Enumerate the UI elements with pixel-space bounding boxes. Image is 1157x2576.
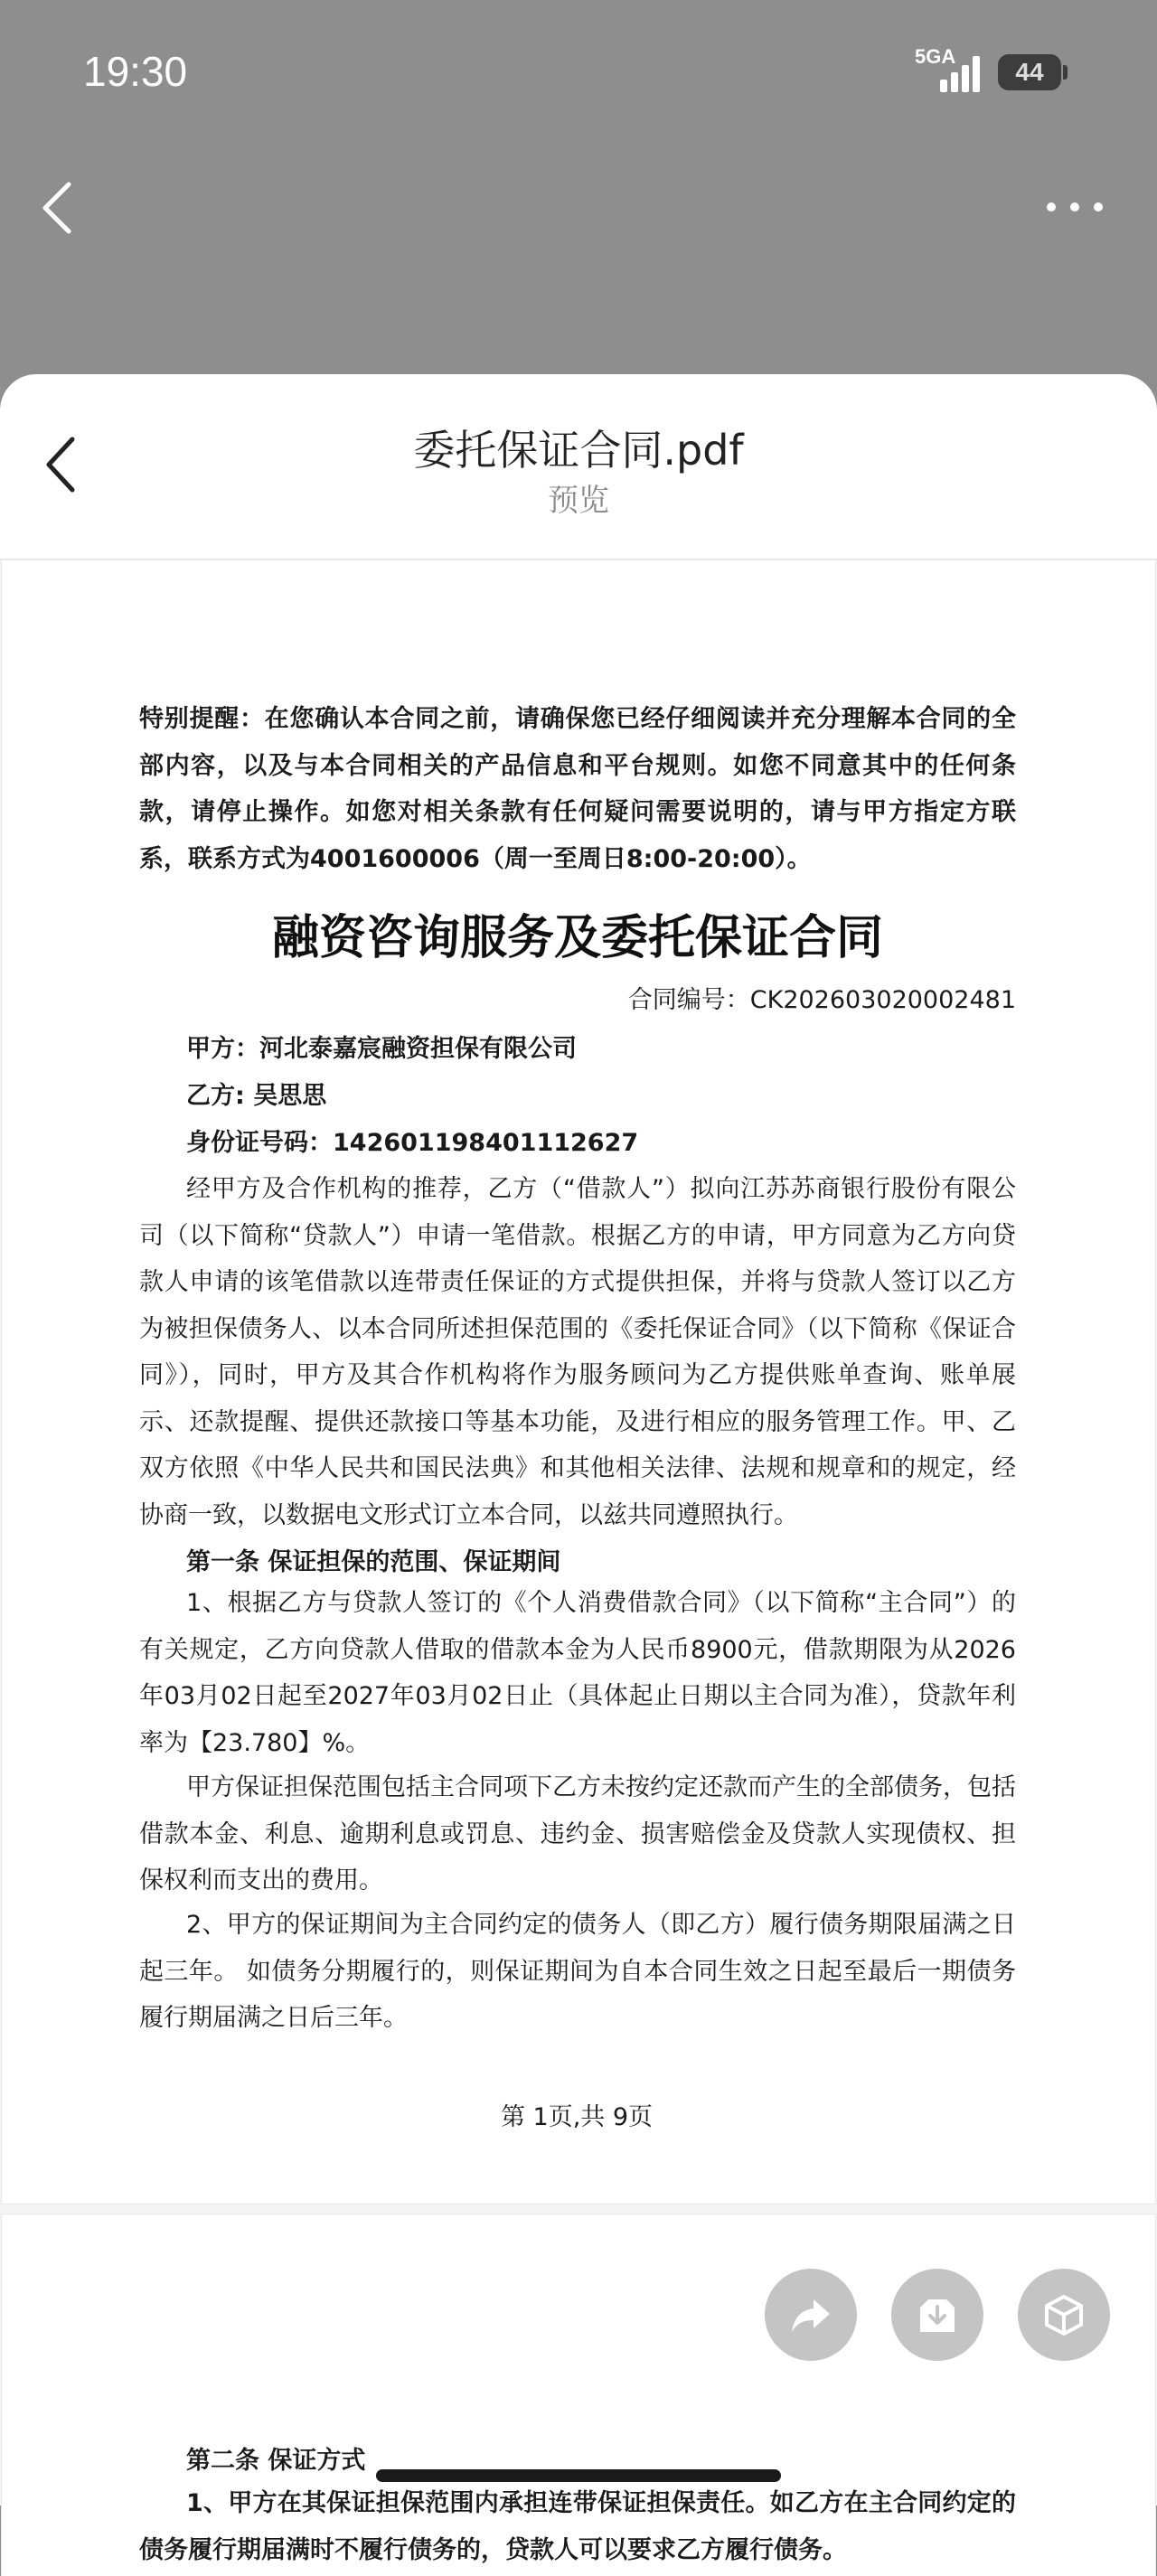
article-2-paragraph-1: 1、甲方在其保证担保范围内承担连带保证担保责任。如乙方在主合同约定的债务履行期届满时不履行债务的，贷款人可以要求乙方履行债务。 xyxy=(139,2489,1016,2564)
download-button[interactable] xyxy=(891,2269,983,2361)
download-icon xyxy=(915,2292,960,2337)
article-2-title: 第二条 保证方式 xyxy=(186,2447,366,2475)
party-b: 乙方: 吴思思 xyxy=(186,1082,327,1110)
file-title: 委托保证合同.pdf xyxy=(413,426,744,475)
special-notice: 特别提醒：在您确认本合同之前，请确保您已经仔细阅读并充分理解本合同的全部内容，以及与本合同相关的产品信息和平台规则。如您不同意其中的任何条款，请停止操作。如您对相关条款有任何疑问需要说明的，请与甲方指定方联系，联系方式为4001600006（周一至周日8:00-20:00）。 xyxy=(139,705,1016,873)
article-1-paragraph-2: 甲方保证担保范围包括主合同项下乙方未按约定还款而产生的全部债务，包括借款本金、利息、逾期利息或罚息、违约金、损害赔偿金及贷款人实现债权、担保权利而支出的费用。 xyxy=(139,1773,1016,1894)
intro-paragraph: 经甲方及合作机构的推荐，乙方（“借款人”）拟向江苏苏商银行股份有限公司（以下简称“贷款人”）申请一笔借款。根据乙方的申请，甲方同意为乙方向贷款人申请的该笔借款以连带责任保证的方式提供担保，并将与贷款人签订以乙方为被担保债务人、以本合同所述担保范围的《委托保证合同》（以下简称《保证合同》），同时，甲方及其合作机构将作为服务顾问为乙方提供账单查询、账单展示、还款提醒、提供还款接口等基本功能，及进行相应的服务管理工作。甲、乙双方依照《中华人民共和国民法典》和其他相关法律、法规和规章和的规定，经协商一致，以数据电文形式订立本合同，以兹共同遵照执行。 xyxy=(139,1175,1016,1529)
pdf-viewer[interactable] xyxy=(0,560,1157,2564)
sheet-header xyxy=(0,374,1157,560)
more-icon[interactable] xyxy=(1047,199,1103,217)
id-number: 身份证号码：142601198401112627 xyxy=(186,1129,639,1157)
status-time: 19:30 xyxy=(83,48,188,95)
cube-icon xyxy=(1041,2292,1086,2337)
status-bar xyxy=(0,0,1157,145)
share-icon xyxy=(788,2292,833,2337)
preview-sheet xyxy=(0,374,1157,2564)
contract-title: 融资咨询服务及委托保证合同 xyxy=(271,911,883,965)
background-back-icon[interactable] xyxy=(36,179,81,237)
preview-label: 预览 xyxy=(548,483,609,519)
battery-icon: 44 xyxy=(998,54,1061,90)
page-number: 第 1页,共 9页 xyxy=(500,2103,654,2131)
network-type: 5GA xyxy=(915,45,956,68)
cube-button[interactable] xyxy=(1018,2269,1110,2361)
article-1-paragraph-1: 1、根据乙方与贷款人签订的《个人消费借款合同》（以下简称“主合同”）的有关规定，乙方向贷款人借取的借款本金为人民币8900元，借款期限为从2026年03月02日起至2027年03月02日止（具体起止日期以主合同为准），贷款年利率为【23.780】%。 xyxy=(139,1589,1016,1757)
signal-icon xyxy=(940,54,985,92)
battery-cap xyxy=(1063,65,1068,80)
contract-number: 合同编号：CK202603020002481 xyxy=(627,986,1016,1014)
share-button[interactable] xyxy=(765,2269,857,2361)
article-1-title: 第一条 保证担保的范围、保证期间 xyxy=(186,1548,561,1576)
home-indicator[interactable] xyxy=(376,2469,781,2482)
party-a: 甲方：河北泰嘉宸融资担保有限公司 xyxy=(186,1035,577,1063)
article-1-paragraph-3: 2、甲方的保证期间为主合同约定的债务人（即乙方）履行债务期限届满之日起三年。 如债务分期履行的，则保证期间为自本合同生效之日起至最后一期债务履行期届满之日后三年。 xyxy=(139,1911,1016,2032)
